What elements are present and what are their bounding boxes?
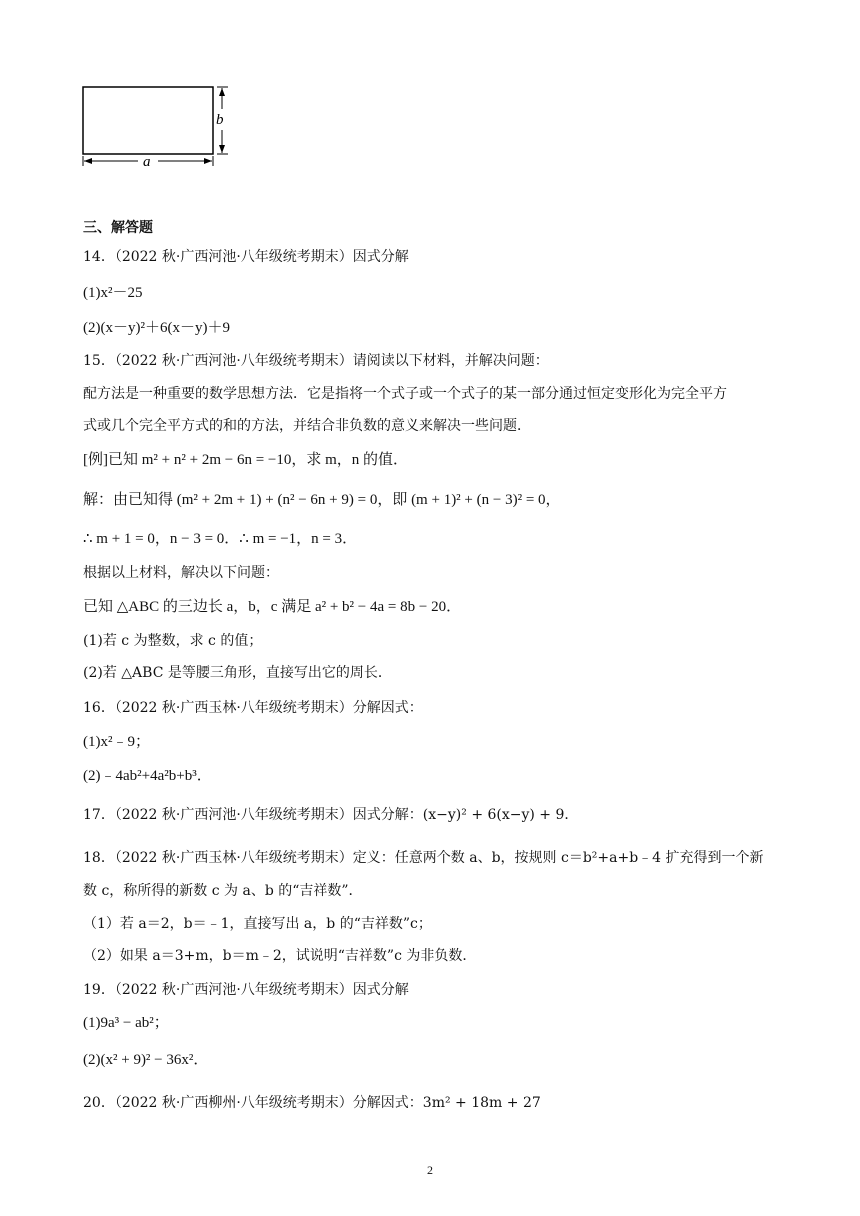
question-18-part-1: （1）若 a＝2，b＝﹣1，直接写出 a，b 的“吉祥数”c； bbox=[83, 916, 432, 932]
question-14-part-2: (2)(x－y)²＋6(x－y)＋9 bbox=[83, 320, 230, 336]
question-15-example: [例]已知 m² + n² + 2m − 6n = −10，求 m，n 的值． bbox=[83, 452, 409, 468]
question-15-title: 15．（2022 秋·广西河池·八年级统考期末）请阅读以下材料，并解决问题： bbox=[83, 353, 549, 369]
question-15-material-line-1: 配方法是一种重要的数学思想方法．它是指将一个式子或一个式子的某一部分通过恒定变形化为完全平方 bbox=[83, 386, 727, 402]
question-18-part-2: （2）如果 a＝3+m，b＝m﹣2，试说明“吉祥数”c 为非负数． bbox=[83, 948, 477, 964]
page-number: 2 bbox=[427, 1163, 433, 1177]
question-18-definition: 数 c，称所得的新数 c 为 a、b 的“吉祥数”． bbox=[83, 883, 363, 899]
question-15-condition: 已知 △ABC 的三边长 a，b，c 满足 a² + b² − 4a = 8b − 20． bbox=[83, 599, 462, 615]
question-18-title: 18．（2022 秋·广西玉林·八年级统考期末）定义：任意两个数 a、b，按规则 c＝b²+a+b﹣4 扩充得到一个新 bbox=[83, 850, 764, 866]
question-15-solution: 解：由已知得 (m² + 2m + 1) + (n² − 6n + 9) = 0，即 (m + 1)² + (n − 3)² = 0， bbox=[83, 492, 561, 508]
label-a: a bbox=[143, 154, 151, 170]
question-19-part-1: (1)9a³ − ab²； bbox=[83, 1015, 169, 1031]
question-14-title: 14．（2022 秋·广西河池·八年级统考期末）因式分解 bbox=[83, 249, 409, 265]
question-16-title: 16．（2022 秋·广西玉林·八年级统考期末）分解因式： bbox=[83, 700, 423, 716]
question-15-part-2: (2)若 △ABC 是等腰三角形，直接写出它的周长． bbox=[83, 665, 392, 681]
question-15-conclusion: ∴ m + 1 = 0，n − 3 = 0．∴ m = −1，n = 3． bbox=[83, 531, 358, 547]
label-b: b bbox=[216, 112, 224, 128]
question-15-material-line-2: 式或几个完全平方式的和的方法，并结合非负数的意义来解决一些问题． bbox=[83, 418, 531, 434]
question-20: 20．（2022 秋·广西柳州·八年级统考期末）分解因式：3m² + 18m + 27 bbox=[83, 1095, 541, 1111]
section-heading: 三、解答题 bbox=[83, 220, 153, 236]
question-15-instruction: 根据以上材料，解决以下问题： bbox=[83, 565, 279, 581]
question-16-part-2: (2)﹣4ab²+4a²b+b³． bbox=[83, 768, 212, 784]
question-16-part-1: (1)x²﹣9； bbox=[83, 734, 150, 750]
question-17: 17．（2022 秋·广西河池·八年级统考期末）因式分解：(x−y)² + 6(x−y) + 9． bbox=[83, 807, 579, 823]
question-19-part-2: (2)(x² + 9)² − 36x²． bbox=[83, 1052, 209, 1068]
question-15-part-1: (1)若 c 为整数，求 c 的值； bbox=[83, 633, 263, 649]
rectangle-figure bbox=[78, 82, 238, 172]
question-14-part-1: (1)x²－25 bbox=[83, 285, 143, 301]
question-19-title: 19．（2022 秋·广西河池·八年级统考期末）因式分解 bbox=[83, 982, 409, 998]
